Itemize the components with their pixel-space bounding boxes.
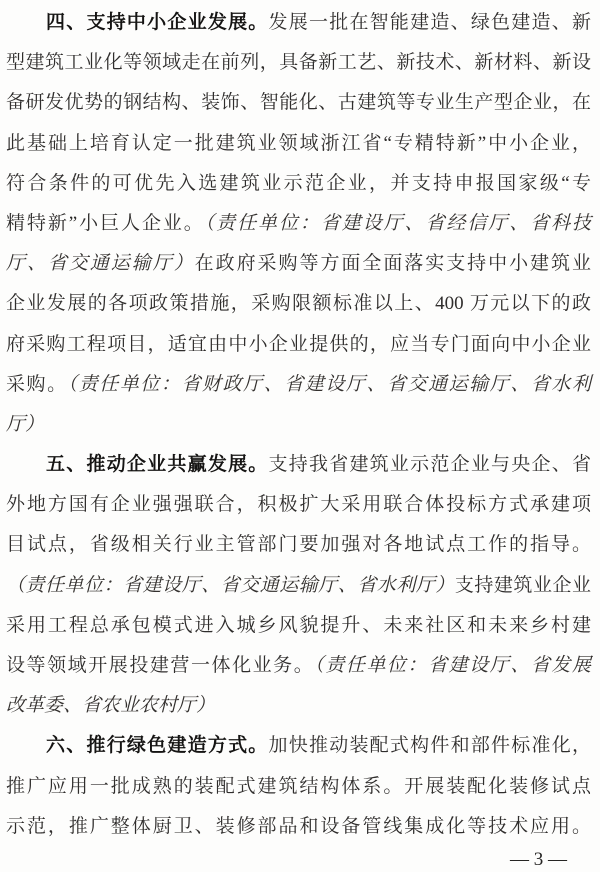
text-line — [6, 204, 591, 244]
text-line — [6, 325, 591, 365]
text-line — [6, 124, 591, 164]
responsible-unit-text: （责任单位：省建设厅、省发展 — [314, 655, 591, 676]
text-line — [6, 646, 591, 686]
body-text: 在政府采购等方面全面落实支持中小建筑业 — [194, 253, 591, 275]
text-line — [6, 365, 591, 405]
body-text: 企业发展的各项政策措施，采购限额标准以上、400 万元以下的政 — [6, 293, 591, 315]
section-5-heading: 五、推动企业共赢发展。 — [46, 454, 269, 476]
body-text: 精特新”小巨人企业。 — [6, 212, 205, 234]
body-text: 推广应用一批成熟的装配式建筑结构体系。开展装配化装修试点 — [6, 775, 591, 797]
body-text: 外地方国有企业强强联合，积极扩大采用联合体投标方式承建项 — [6, 494, 591, 516]
text-line — [6, 726, 591, 766]
text-line — [6, 566, 591, 606]
responsible-unit-text: （责任单位：省建设厅、省经信厅、省科技 — [204, 212, 591, 234]
body-text: 符合条件的可优先入选建筑业示范企业，并支持申报国家级“专 — [6, 172, 591, 194]
body-text: 支持我省建筑业示范企业与央企、省 — [268, 454, 591, 476]
text-line — [6, 405, 591, 445]
body-text: 采用工程总承包模式进入城乡风貌提升、未来社区和未来乡村建 — [6, 614, 591, 636]
body-text: 支持建筑业企业 — [454, 574, 591, 596]
responsible-unit-text: 改革委、省农业农村厅） — [6, 695, 216, 717]
body-text: 采购。 — [6, 373, 68, 395]
text-line — [6, 83, 591, 123]
body-text: 此基础上培育认定一批建筑业领域浙江省“专精特新”中小企业， — [6, 132, 591, 154]
body-text: 型建筑工业化等领域走在前列，具备新工艺、新技术、新材料、新设 — [6, 52, 591, 74]
responsible-unit-text: 厅、省交通运输厅） — [6, 253, 195, 275]
responsible-unit-text: （责任单位：省财政厅、省建设厅、省交通运输厅、省水利 — [67, 373, 591, 395]
body-text: 示范，推广整体厨卫、装修部品和设备管线集成化等技术应用。 — [6, 815, 591, 837]
text-line — [6, 485, 591, 525]
text-line — [6, 807, 591, 847]
body-text: 府采购工程项目，适宜由中小企业提供的，应当专门面向中小企业 — [6, 333, 591, 355]
text-line — [6, 445, 591, 485]
text-line — [6, 3, 591, 43]
body-text: 目试点，省级相关行业主管部门要加强对各地试点工作的指导。 — [6, 534, 591, 556]
body-text: 备研发优势的钢结构、装饰、智能化、古建筑等专业生产型企业，在 — [6, 92, 591, 114]
text-line — [6, 164, 591, 204]
section-6-heading: 六、推行绿色建造方式。 — [46, 735, 269, 757]
text-line — [6, 525, 591, 565]
section-4-heading: 四、支持中小企业发展。 — [46, 12, 269, 33]
body-text: 加快推动装配式构件和部件标准化， — [268, 735, 591, 757]
document-body — [6, 3, 591, 847]
body-text: 设等领域开展投建营一体化业务。 — [6, 655, 315, 676]
responsible-unit-text: 厅） — [6, 413, 45, 435]
text-line — [6, 284, 591, 324]
responsible-unit-text: （责任单位：省建设厅、省交通运输厅、省水利厅） — [6, 574, 455, 596]
text-line — [6, 43, 591, 83]
text-line — [6, 244, 591, 284]
text-line — [6, 606, 591, 646]
text-line — [6, 767, 591, 807]
body-text: 发展一批在智能建造、绿色建造、新 — [268, 12, 591, 33]
text-line — [6, 686, 591, 726]
page-number: — 3 — — [510, 848, 567, 870]
